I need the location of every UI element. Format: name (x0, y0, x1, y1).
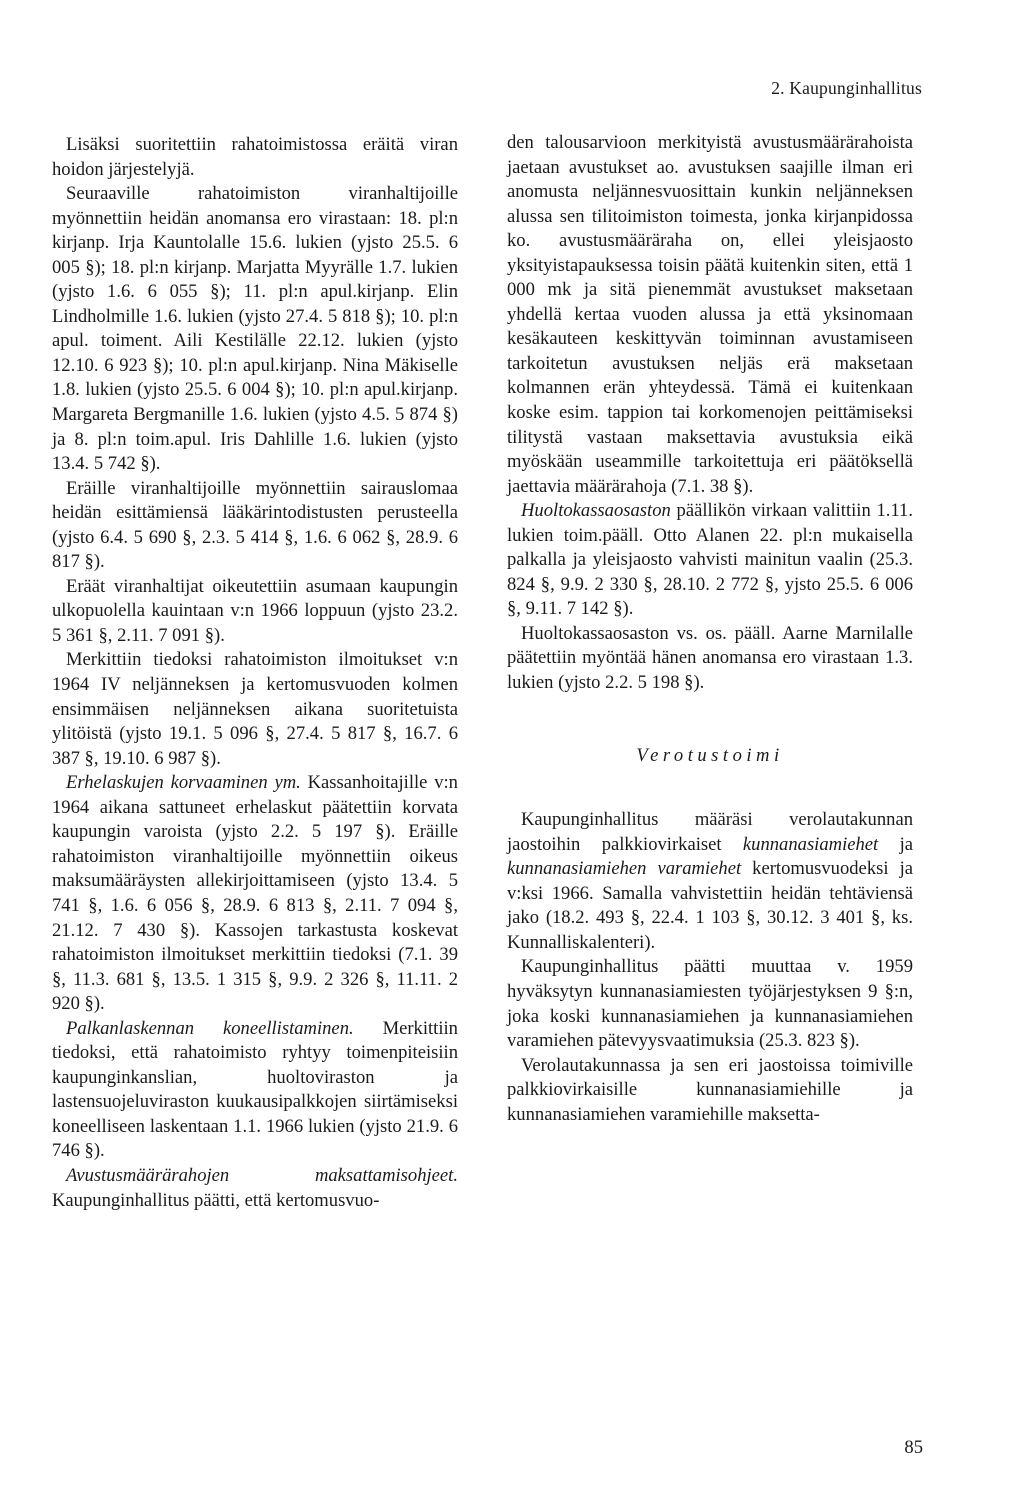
paragraph-palkanlaskenta: Palkanlaskennan koneellistaminen. Merkittiin tiedoksi, että rahatoimisto ryhtyy toimenpiteisiin kaupunginkanslian, huoltoviraston ja lastensuojeluviraston kuukausipalkkojen siirtämiseksi koneelliseen laskentaan 1.1. 1966 lukien (yjsto 21.9. 6 746 §). (52, 1017, 458, 1162)
paragraph-sairauslomat: Eräille viranhaltijoille myönnettiin sairauslomaa heidän esittämiensä lääkärintodistusten perusteella (yjsto 6.4. 5 690 §, 2.3. 5 414 §, 1.6. 6 062 §, 28.9. 6 817 §). (52, 477, 458, 573)
paragraph-hoidon-jarjestelyt: Lisäksi suoritettiin rahatoimistossa eräitä viran hoidon järjestelyjä. (52, 134, 458, 180)
right-column (507, 131, 913, 1127)
paragraph-erot: Seuraaville rahatoimiston viranhaltijoille myönnettiin heidän anomansa ero virastaan: 18. pl:n kirjanp. Irja Kauntolalle 15.6. lukien (yjsto 25.5. 6 005 §); 18. pl:n kirjanp. Marjatta Myyrälle 1.7. lukien (yjsto 1.6. 6 055 §); 11. pl:n apul.kirjanp. Elin Lindholmille 1.6. lukien (yjsto 27.4. 5 818 §); 10. pl:n apul. toiment. Aili Kestilälle 22.12. lukien (yjsto 12.10. 6 923 §); 10. pl:n apul.kirjanp. Nina Mäkiselle 1.8. lukien (yjsto 25.5. 6 004 §); 10. pl:n apul.kirjanp. Margareta Bergmanille 1.6. lukien (yjsto 4.5. 5 874 §) ja 8. pl:n toim.apul. Iris Dahlille 1.6. lukien (yjsto 13.4. 5 742 §). (52, 183, 458, 475)
run-in-heading: Palkanlaskennan koneellistaminen. (66, 1017, 354, 1039)
paragraph-asuminen: Eräät viranhaltijat oikeutettiin asumaan kaupungin ulkopuolella kauintaan v:n 1966 loppuun (yjsto 23.2. 5 361 §, 2.11. 7 091 §). (52, 575, 458, 646)
paragraph-huoltokassa-ero: Huoltokassaosaston vs. os. pääll. Aarne Marnilalle päätettiin myöntää hänen anomansa ero virastaan 1.3. lukien (yjsto 2.2. 5 198 §). (507, 622, 913, 694)
paragraph-palkkiot: Verolautakunnassa ja sen eri jaostoissa toimiville palkkiovirkaisille kunnanasiamiehille ja kunnanasiamiehen varamiehille maksetta- (507, 1054, 913, 1125)
run-in-heading: Huoltokassaosaston (521, 500, 671, 522)
paragraph-avustukset: Avustusmäärärahojen maksattamisohjeet. Kaupunginhallitus päätti, että kertomusvuo- (52, 1164, 458, 1211)
left-column (52, 133, 458, 1213)
paragraph-erhelaskut: Erhelaskujen korvaaminen ym. Kassanhoitajille v:n 1964 aikana sattuneet erhelaskut päätettiin korvata kaupungin varoista (yjsto 2.2. 5 197 §). Eräille rahatoimiston viranhaltijoille myönnettiin oikeus maksumääräysten allekirjoittamiseen (yjsto 13.4. 5 741 §, 1.6. 6 056 §, 28.9. 6 813 §, 2.11. 7 094 §, 21.12. 7 430 §). Kassojen tarkastusta koskevat rahatoimiston ilmoitukset merkittiin tiedoksi (7.1. 39 §, 11.3. 681 §, 13.5. 1 315 §, 9.9. 2 326 §, 11.11. 2 920 §). (52, 772, 458, 1015)
section-heading: Verotustoimi (636, 744, 784, 766)
page-number: 85 (904, 1437, 923, 1458)
paragraph-huoltokassa-paallikko: Huoltokassaosaston päällikön virkaan valittiin 1.11. lukien toim.pääll. Otto Alanen 22. pl:n mukaisella palkalla ja yleisjaosto vahvisti mainitun vaalin (25.3. 824 §, 9.9. 2 330 §, 28.10. 2 772 §, yjsto 25.5. 6 006 §, 9.11. 7 142 §). (507, 500, 913, 620)
running-head: 2. Kaupunginhallitus (771, 78, 922, 98)
run-in-heading: Avustusmäärärahojen maksattamisohjeet. (66, 1164, 458, 1186)
paragraph-kunnanasiamiehet: Kaupunginhallitus määräsi verolautakunnan jaostoihin palkkiovirkaiset kunnanasiamiehet ja kunnanasiamiehen varamiehet kertomusvuodeksi ja v:ksi 1966. Samalla vahvistettiin heidän tehtäviensä jako (18.2. 493 §, 22.4. 1 103 §, 30.12. 3 401 §, ks. Kunnalliskalenteri). (507, 809, 913, 953)
run-in-heading: Erhelaskujen korvaaminen ym. (66, 772, 301, 794)
paragraph-ylityot: Merkittiin tiedoksi rahatoimiston ilmoitukset v:n 1964 IV neljänneksen ja kertomusvuoden kolmen ensimmäisen neljänneksen aikana suoritetuista ylitöistä (yjsto 19.1. 5 096 §, 27.4. 5 817 §, 16.7. 6 387 §, 19.10. 6 987 §). (52, 649, 458, 769)
paragraph-tyojarjestys: Kaupunginhallitus päätti muuttaa v. 1959 hyväksytyn kunnanasiamiesten työjärjestyksen 9 §:n, joka koski kunnanasiamiehen ja kunnanasiamiehen varamiehen pätevyysvaatimuksia (25.3. 823 §). (507, 956, 913, 1052)
paragraph-avustukset-cont: den talousarvioon merkityistä avustusmäärärahoista jaetaan avustukset ao. avustuksen saajille ilman eri anomusta neljännesvuosittain kunkin neljänneksen alussa sen tilitoimiston toimesta, jonka kirjanpidossa ko. avustusmääräraha on, ellei yleisjaosto yksityistapauksessa toisin päätä kuitenkin siten, että 1 000 mk ja sitä pienemmät avustukset maksetaan yhdellä kertaa vuoden alussa ja että yksinomaan kesäkauteen keskittyvän toiminnan avustamiseen tarkoitetun avustuksen neljäs erä maksetaan kolmannen erän yhteydessä. Tämä ei kuitenkaan koske esim. tappion tai korkomenojen peittämiseksi tilitystä vastaan maksettavia avustuksia eikä myöskään useammille tarkoitettuja eri päätöksellä jaettavia määrärahoja (7.1. 38 §). (507, 132, 913, 497)
